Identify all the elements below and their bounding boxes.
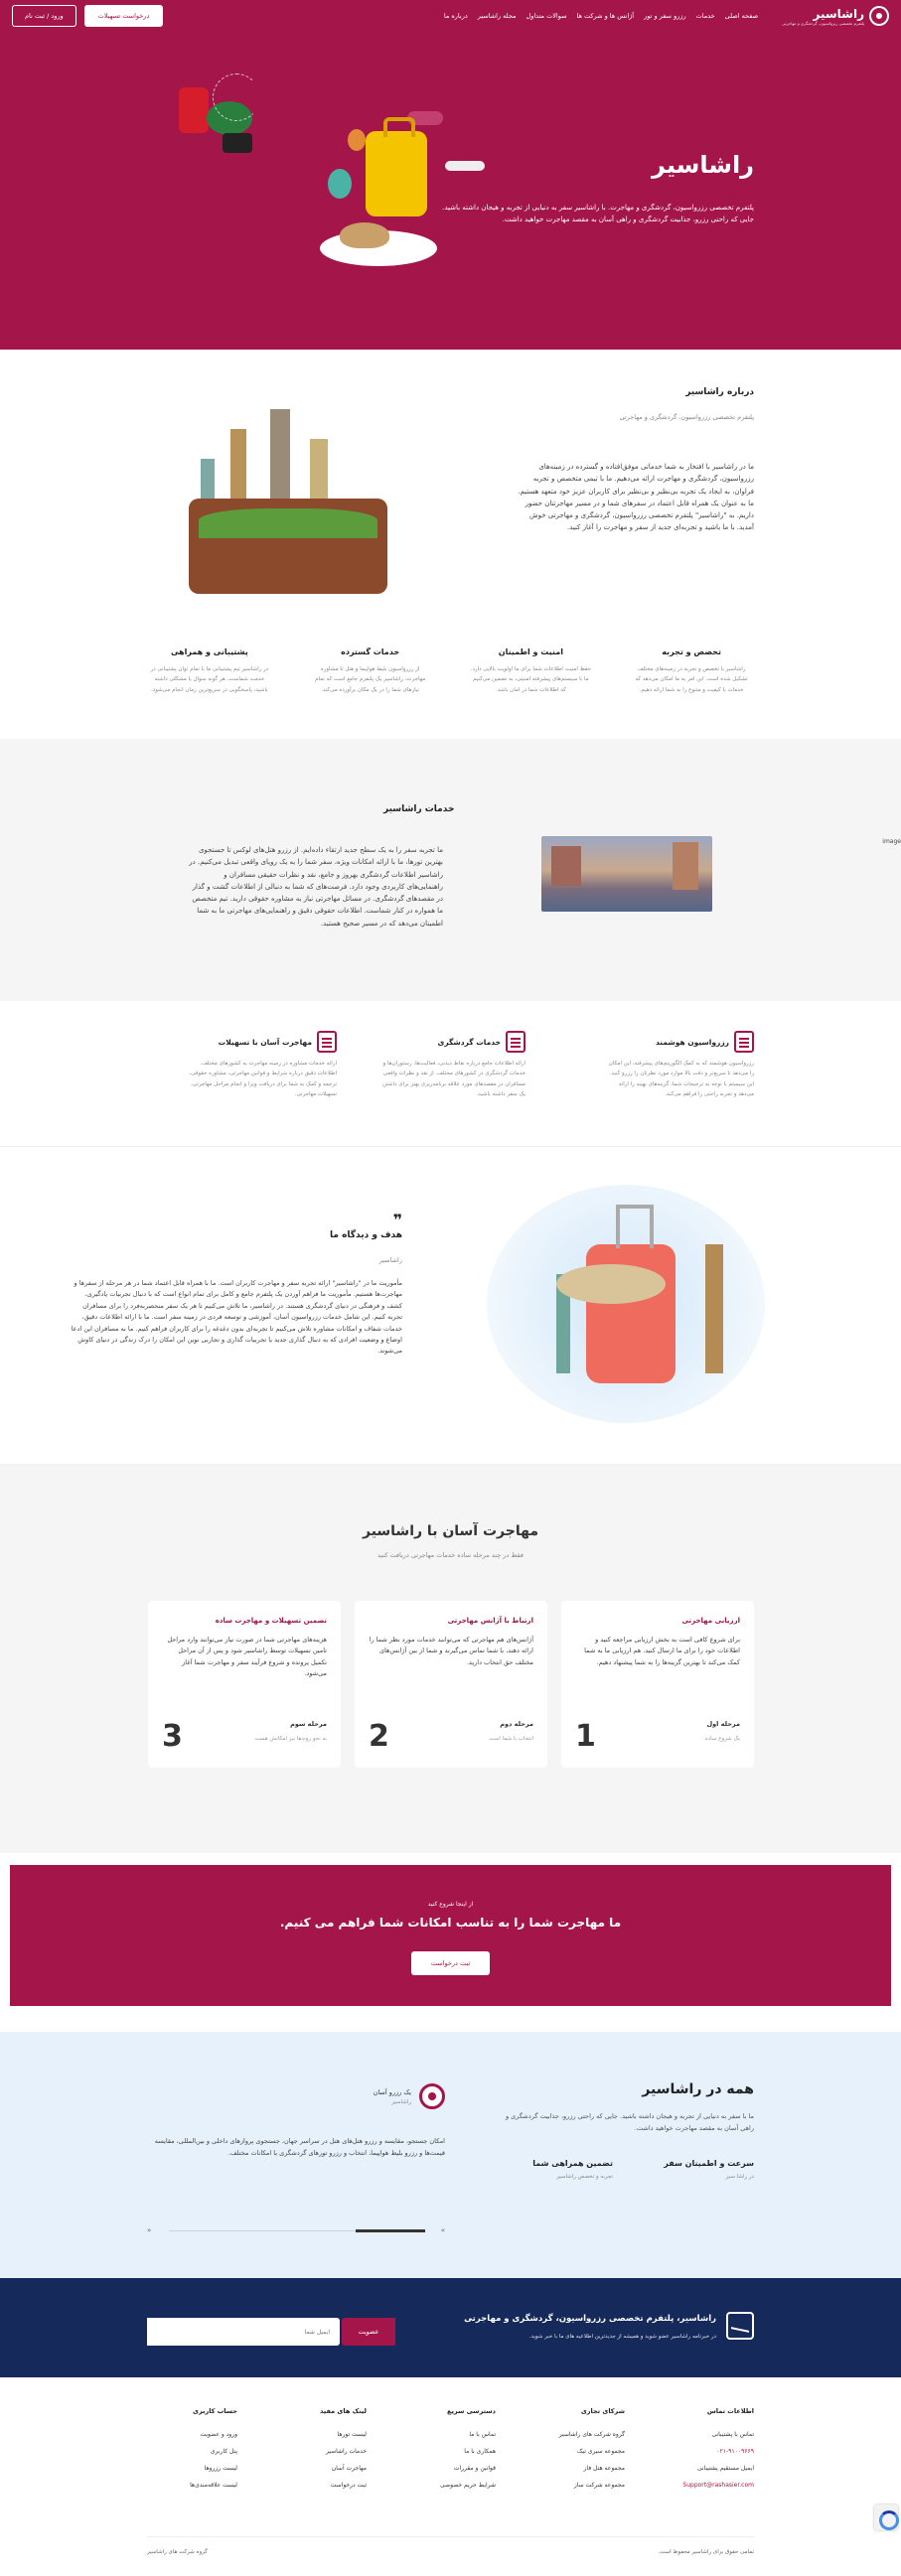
step-card-title: ارتباط با آژانس مهاجرتی (447, 1617, 533, 1625)
recaptcha-badge-icon[interactable] (874, 2504, 898, 2530)
slider-progress (356, 2229, 425, 2232)
testimonial-role: راشاسیر (391, 2098, 411, 2105)
logo[interactable] (782, 6, 889, 26)
services-paragraph: ما تجربه سفر را به یک سطح جدید ارتقاء داده‌ایم. از رزرو هتل‌های لوکس تا جستجوی بهترین تورها، ما با ارائه امکانات ویژه، سفر شما را به یک رویای واقعی تبدیل می‌کنیم. در راشاسیر اطلاعات گردشگری بهروز و جامع، نقد و نظرات حقیقی مسافران و راهنمایی‌های کاربردی وجود دارد. فرصت‌های که شما به دنبالی از اطلاعات گشت و گذار در مقصدهای گردشگری. در مسائل مهاجرتی نیاز به مشاوره حقوقی دارید. تیم متخصص ما همواره در کنار شماست. اطلاعات حقوقی دقیق و راهنمایی‌های مهاجرتی ما به شما اطمینان می‌دهد که در مسیر صحیح هستید. (189, 846, 443, 928)
main-nav (444, 12, 758, 20)
top-navigation (0, 0, 901, 32)
logo-tagline: پلتفرم تخصصی ریزواسیون، گردشگری و مهاجرتی (782, 20, 864, 26)
step-sublabel: به نحو روندها نیز امکانش هست (254, 1736, 327, 1742)
nav-faq[interactable]: سوالات متداول (526, 12, 567, 20)
footer-text: ایمیل مستقیم پشتیبانی (696, 2465, 754, 2472)
service-item-title: مهاجرت آسان با تسهیلات (218, 1037, 312, 1047)
service-items (0, 1001, 901, 1146)
tourism-icon (506, 1031, 526, 1053)
service-item-title: خدمات گردشگری (437, 1037, 501, 1047)
airplane-icon (445, 161, 485, 171)
cta-section (0, 1853, 901, 2032)
service-item-text: رزرواسیون هوشمند که به کمک الگوریتم‌های پیشرفته، این امکان را می‌دهد تا سریع‌تر و دقت بالا موارد مورد نظرتان را رزرو کنید. این سیستم با توجه به ترجیحات شما، گزینه‌های بهینه را ارائه می‌دهد و تجربه راحتی را فراهم می‌کند. (608, 1061, 754, 1098)
about-features (149, 647, 752, 695)
service-item-tourism (376, 1031, 526, 1100)
footer-column-partners (506, 2407, 625, 2499)
cta-banner (10, 1865, 891, 2006)
nav-agencies[interactable]: آژانس ها و شرکت ها (576, 12, 635, 20)
vision-subtitle: راشاسیر (378, 1256, 402, 1264)
footer-link[interactable]: لیست رزروها (204, 2465, 237, 2472)
step-number: 3 (162, 1719, 183, 1754)
allin-title: همه در راشاسیر (642, 2081, 754, 2097)
footer-link[interactable]: ثبت درخواست (330, 2482, 367, 2489)
vision-paragraph: مأموریت ما در "راشاسیر" ارائه تجربه سفر و مهاجرت کاربران است. ما با همراه قابل اعتماد شما در هر مرحله از سفرها و مهاجرت‌ها هستیم. مأموریت ما فراهم آوردن یک پلتفرم جامع و کامل برای تمام انواع است که با دنبال تجربیات یادگیری، کشف و فرهنگی در دنیای گردشگری هستند. در راشاسیر، ما تلاش می‌کنیم تا هر یک سفر منحصربه‌فرد را برای مسافران تجربه کنیم. این شامل خدمات رزرواسیون آسان، آموزشی و توسعه فردی در زمینه سفر است. ما با ارائه اطلاعات دقیق، خدمات شفاف و امکانات مشاوره تلاش می‌کنیم تا تجربه‌ای بدون دغدغه را برای کاربران فراهم کنیم. ما به مسافران این ادعا اوضاع و وضعیت افرادی که به دنبال گذاری جدید یا تجربیات گذاری و تجاربی نوین این امکان را درک زندگی در دنیای کاوش می‌شوند. (71, 1279, 402, 1356)
slider-next-arrow-icon[interactable]: » (440, 2226, 445, 2234)
footer-link[interactable]: شرایط حریم خصوصی (440, 2482, 496, 2489)
footer-column-contact (635, 2407, 754, 2499)
step-card-text: آژانس‌های هم مهاجرتی که می‌توانند خدمات مورد نظر شما را ارائه دهند، با شما تماس می‌گیرند و شما از بین آژانس‌های مختلف حق انتخاب دارید. (369, 1636, 533, 1666)
step-card-title: تضمین تسهیلات و مهاجرت ساده (215, 1617, 327, 1625)
balloon-icon (348, 129, 366, 151)
service-item-text: ارائه خدمات مشاوره در زمینه مهاجرت به کشورهای مختلف. اطلاعات دقیق درباره شرایط و قوانین مهاجرتی، مشاوره حقوقی، ترجمه و کمک به شما برای دریافت ویزا و انجام مراحل مهاجرتی، تسهیلات مهاجرتی. (189, 1061, 337, 1098)
feature-text: حفظ امنیت اطلاعات شما برای ما اولویت بالایی دارد. ما با سیستم‌های پیشرفته امنیتی، به تضمین می‌کنیم که اطلاعات شما در امان باشد. (470, 666, 592, 693)
step-card-text: برای شروع کافی است به بخش ارزیابی مراجعه کنید و اطلاعات خود را برای ما ارسال کنید. هم ارزیابی ما به شما کمک می‌کند تا بهترین گزینه‌ها را به شما پیشنهاد دهیم. (584, 1636, 740, 1666)
nav-magazine[interactable]: مجله راشاسیر (477, 12, 517, 20)
about-title: درباره راشاسیر (685, 387, 754, 397)
footer-link[interactable]: پنل کاربری (210, 2448, 237, 2455)
subscribe-button[interactable]: عضویت (342, 2318, 395, 2346)
mail-icon (726, 2312, 754, 2340)
feature-title: تخصص و تجربه (662, 647, 721, 656)
about-subtitle: پلتفرم تخصصی رزرواسیون، گردشگری و مهاجرتی (619, 413, 754, 421)
hero-section (0, 0, 901, 350)
booking-icon (734, 1031, 754, 1053)
footer-email-link[interactable]: Support@rashasier.com (682, 2482, 754, 2489)
step-card[interactable] (355, 1601, 547, 1768)
footer (0, 2377, 901, 2576)
all-in-section (0, 2032, 901, 2278)
footer-bottom-bar (147, 2536, 754, 2555)
step-sublabel: یک شروع ساده (704, 1736, 740, 1742)
footer-link[interactable]: خدمات راشاسیر (325, 2448, 367, 2455)
logo-icon (869, 6, 889, 26)
step-sublabel: انتخاب با شما است (489, 1736, 533, 1742)
testimonial-slider (147, 2226, 445, 2236)
feature-card (149, 647, 270, 695)
step-card-title: ارزیابی مهاجرتی (681, 1617, 740, 1625)
services-title: خدمات راشاسیر (383, 804, 455, 814)
services-section (0, 739, 901, 1001)
newsletter-subtitle: در خبرنامه راشاسیر عضو شوید و همیشه از جدیدترین اطلاعیه های ما با خبر شوید. (528, 2334, 716, 2340)
balloon-icon (328, 169, 352, 199)
step-number: 2 (369, 1719, 389, 1754)
testimonial-name: یک رزرو آسان (373, 2087, 411, 2096)
request-facility-button[interactable]: درخواست تسهیلات (84, 5, 164, 27)
feature-text: از رزرواسیون بلیط هواپیما و هتل تا مشاوره مهاجرت، راشاسیر یک پلتفرم جامع است که تمام نیازهای شما را در یک مکان برآورده می‌کند. (315, 666, 426, 693)
allin-feature-title: تضمین همراهی شما (532, 2159, 613, 2168)
footer-link[interactable]: مجموعه سیری تیک (577, 2448, 625, 2455)
migration-icon (317, 1031, 337, 1053)
service-item-title: رزرواسیون هوشمند (655, 1037, 729, 1047)
feature-text: در راشاسیر تیم پشتیبانی ما با تمام توان پشتیبانی در خدمت شماست. هر گونه سوال یا مشکلی داشته باشید، پاسخگویی در سریع‌ترین زمان انجام می‌شود. (150, 666, 269, 693)
about-trunk-illustration (171, 389, 409, 598)
nav-booking[interactable]: رزرو سفر و تور (644, 12, 686, 20)
footer-link[interactable]: لیست تورها (337, 2431, 367, 2438)
quote-mark-icon: ❞ (392, 1211, 402, 1229)
login-register-button[interactable]: ورود / ثبت نام (12, 5, 76, 27)
footer-column-account (148, 2407, 237, 2499)
company-name: گروه شرکت های راشاسیر (147, 2549, 208, 2555)
feature-title: خدمات گسترده (341, 647, 400, 656)
footer-link[interactable]: لیست علاقه‌مندی‌ها (190, 2482, 237, 2489)
footer-column-title: لینک های مفید (320, 2407, 367, 2415)
newsletter-section (0, 2278, 901, 2377)
vision-section (0, 1146, 901, 1464)
allin-feature-title: سرعت و اطمینان سفر (664, 2159, 754, 2168)
newsletter-email-input[interactable] (147, 2318, 340, 2346)
service-item-migration (188, 1031, 337, 1100)
footer-link[interactable]: مجموعه هتل فاز (583, 2465, 625, 2472)
feature-card (631, 647, 752, 695)
hero-suitcase-illustration (366, 131, 427, 216)
footer-column-title: دسترسی سریع (447, 2407, 496, 2415)
service-item-smart-booking (605, 1031, 754, 1100)
testimonial-text: امکان جستجو، مقایسه و رزرو هتل‌های هتل در سراسر جهان، جستجوی پروازهای داخلی و بین‌المللی، مقایسه قیمت‌ها و رزرو بلیط هواپیما، انتخاب و رزرو تورهای گردشگری با امکانات مختلف. (154, 2137, 445, 2158)
newsletter-title: راشاسیر، پلتفرم تخصصی رزرواسیون، گردشگری و مهاجرتی (464, 2314, 716, 2324)
hat-illustration (340, 222, 389, 248)
vision-travel-illustration (467, 1165, 799, 1443)
copyright-text: تمامی حقوق برای راشاسیر محفوظ است. (658, 2549, 754, 2555)
vision-title: هدف و دیدگاه ما (330, 1230, 402, 1240)
venice-image (541, 836, 712, 912)
step-card[interactable] (148, 1601, 341, 1768)
hero-description: پلتفرم تخصصی رزرواسیون، گردشگری و مهاجرت. با راشاسیر سفر به دنیایی از تجربه و هیجان داشته باشید. جایی که راحتی رزرو، جذابیت گردشگری و راهی آسان به مقصد مهاجرت خواهید داشت. (442, 204, 754, 223)
about-section (0, 350, 901, 739)
footer-text: تماس با پشتیبانی (711, 2431, 754, 2438)
footer-column-title: شرکای تجاری (580, 2407, 625, 2415)
footer-link[interactable]: مهاجرت آسان (331, 2465, 367, 2472)
dashed-path-decoration (213, 73, 260, 121)
footer-column-quick-access (376, 2407, 496, 2499)
footer-link[interactable]: مجموعه شرکت ساز (573, 2482, 625, 2489)
allin-description: ما با سفر به دنیایی از تجربه و هیجان داشته باشید. جایی که راحتی رزرو، جذابیت گردشگری و راهی آسان به مقصد مهاجرت خواهید داشت. (505, 2112, 754, 2132)
footer-column-title: اطلاعات تماس (706, 2407, 754, 2415)
step-label: مرحله دوم (500, 1720, 533, 1728)
footer-phone-link[interactable]: ۰۲۱-۹۱۰۰۹۶۶۹ (716, 2448, 754, 2455)
cta-small-text: از اینجا شروع کنید (427, 1901, 474, 1908)
slider-prev-arrow-icon[interactable]: « (147, 2226, 152, 2234)
feature-title: امنیت و اطمینان (498, 647, 563, 656)
service-item-text: ارائه اطلاعات جامع درباره نقاط دیدنی، فعالیت‌ها، رستوران‌ها و خدمات گردشگری در کشورهای مختلف. از نقد و نظرات واقعی مسافران در مقصدهای مورد علاقه برنامه‌ریزی بهتر برای داشتن یک سفر داشته باشید. (382, 1061, 526, 1098)
newsletter-form (147, 2318, 395, 2346)
footer-link[interactable]: ورود و عضویت (200, 2431, 237, 2438)
nav-home[interactable]: صفحه اصلی (724, 12, 759, 20)
allin-feature (645, 2159, 754, 2180)
feature-text: راشاسیر با تخصص و تجربه در زمینه‌های مختلف تشکیل شده است. این امر به ما امکان می‌دهد که خدمات با کیفیت و متنوع را به شما ارائه دهیم. (635, 666, 748, 693)
migration-subtitle: فقط در چند مرحله ساده خدمات مهاجرتی دریافت کنید (376, 1551, 524, 1559)
image-alt-label: image (882, 838, 901, 845)
allin-feature (504, 2159, 613, 2180)
step-card-text: هزینه‌های مهاجرتی شما در صورت نیاز می‌توانند وارد مراحل تامین تسهیلات توسط راشاسیر شود و پس از آن مراحل تکمیل پرونده و شروع فرآیند سفر و مهاجرت شما آغاز می‌شود. (167, 1636, 327, 1678)
footer-column-title: حساب کاربری (193, 2407, 237, 2415)
logo-name: راشاسیر (813, 6, 864, 21)
nav-about[interactable]: درباره ما (443, 12, 468, 20)
testimonial-card (147, 2083, 445, 2159)
feature-card (471, 647, 592, 695)
migration-steps-section (0, 1464, 901, 1853)
step-number: 1 (575, 1719, 596, 1754)
allin-feature-text: تجربه و تخصص راشاسیر (556, 2174, 613, 2180)
footer-column-useful-links (247, 2407, 367, 2499)
step-label: مرحله سوم (290, 1720, 327, 1728)
step-card[interactable] (561, 1601, 754, 1768)
footer-link[interactable]: گروه شرکت های راشاسیر (558, 2431, 625, 2438)
footer-link[interactable]: قوانین و مقررات (453, 2465, 496, 2472)
feature-card (310, 647, 431, 695)
feature-title: پشتیبانی و همراهی (170, 647, 248, 656)
cta-headline: ما مهاجرت شما را به تناسب امکانات شما فراهم می کنیم. (279, 1916, 622, 1930)
avatar (419, 2083, 445, 2109)
footer-link[interactable]: تماس با ما (469, 2431, 496, 2438)
submit-request-button[interactable]: ثبت درخواست (411, 1951, 490, 1975)
step-label: مرحله اول (706, 1720, 740, 1728)
footer-link[interactable]: همکاری با ما (464, 2448, 496, 2455)
about-paragraph: ما در راشاسیر با افتخار به شما خدماتی موفق‌افتاده و گسترده در زمینه‌های رزرواسیون، گردشگری و مهاجرت ارائه می‌دهیم. ما با تیمی متخصص و تجربه فراوان، به ایجاد یک تجربه بی‌نظیر و بی‌نظیر برای کاربران عزیز خود متعهد هستیم. ما به عنوان یک همراه قابل اعتماد در سفرهای شما و در مسیر مهاجرتتان حضور داریم. به "راشاسیر" پلتفرم تخصصی رزرواسیون، گردشگری و مهاجرتی خوش آمدید. با ما باشید و تجربه‌ای جدید از سفر و مهاجرت را آغاز کنید. (518, 463, 754, 532)
hero-title: راشاسیر (652, 151, 754, 179)
nav-services[interactable]: خدمات (695, 12, 715, 20)
migration-title: مهاجرت آسان با راشاسیر (362, 1523, 539, 1539)
allin-feature-text: در راشا سیر (725, 2174, 754, 2180)
